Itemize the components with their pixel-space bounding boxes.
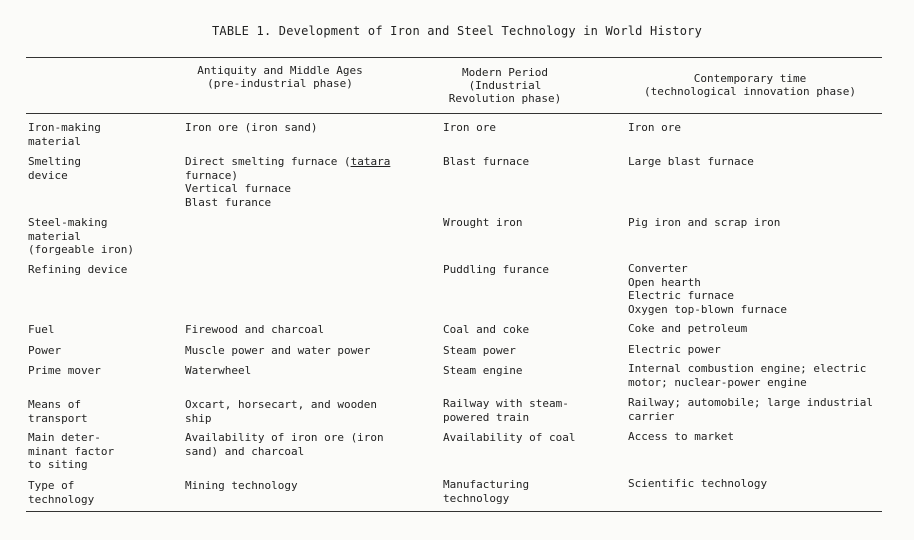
cell-modern-siting: Availability of coal xyxy=(443,431,576,444)
cell-contemporary-prime-mover: Internal combustion engine; electric motor; nuclear-power engine xyxy=(628,362,867,389)
row-label-iron-making-material: Iron-making material xyxy=(28,121,101,148)
cell-antiquity-power: Muscle power and water power xyxy=(185,344,371,357)
cell-contemporary-iron-making: Iron ore xyxy=(628,121,681,134)
cell-contemporary-technology: Scientific technology xyxy=(628,477,768,490)
cell-modern-iron-making: Iron ore xyxy=(443,121,496,134)
row-label-power: Power xyxy=(28,344,62,357)
row-label-fuel: Fuel xyxy=(28,323,55,336)
row-label-type-of-technology: Type of technology xyxy=(28,479,95,506)
cell-contemporary-siting: Access to market xyxy=(628,430,734,443)
top-rule xyxy=(26,57,882,58)
cell-antiquity-siting: Availability of iron ore (iron sand) and charcoal xyxy=(185,431,384,458)
smelting-text-rest: furnace) Vertical furnace Blast furance xyxy=(185,168,291,209)
row-label-siting-factor: Main deter- minant factor to siting xyxy=(28,431,115,471)
smelting-text-start: Direct smelting furnace ( xyxy=(185,155,351,168)
cell-contemporary-power: Electric power xyxy=(628,343,721,356)
cell-modern-smelting: Blast furnace xyxy=(443,155,530,168)
cell-contemporary-smelting: Large blast furnace xyxy=(628,155,754,168)
cell-antiquity-prime-mover: Waterwheel xyxy=(185,364,252,377)
cell-contemporary-transport: Railway; automobile; large industrial carrier xyxy=(628,396,874,423)
row-label-smelting-device: Smelting device xyxy=(28,155,81,182)
header-rule xyxy=(26,113,882,114)
cell-contemporary-fuel: Coke and petroleum xyxy=(628,322,748,335)
cell-modern-power: Steam power xyxy=(443,344,516,357)
cell-modern-fuel: Coal and coke xyxy=(443,323,530,336)
bottom-rule xyxy=(26,511,882,512)
cell-antiquity-technology: Mining technology xyxy=(185,479,298,492)
cell-modern-technology: Manufacturing technology xyxy=(443,478,530,505)
header-antiquity: Antiquity and Middle Ages (pre-industrial phase) xyxy=(197,64,363,90)
cell-modern-transport: Railway with steam- powered train xyxy=(443,397,569,424)
row-label-refining-device: Refining device xyxy=(28,263,128,276)
cell-antiquity-smelting xyxy=(185,155,435,209)
cell-antiquity-iron-making: Iron ore (iron sand) xyxy=(185,121,318,134)
cell-modern-prime-mover: Steam engine xyxy=(443,364,523,377)
table-title: TABLE 1. Development of Iron and Steel Technology in World History xyxy=(211,24,703,38)
cell-antiquity-fuel: Firewood and charcoal xyxy=(185,323,325,336)
header-modern: Modern Period (Industrial Revolution phase) xyxy=(448,66,562,105)
row-label-means-of-transport: Means of transport xyxy=(28,398,88,425)
header-contemporary: Contemporary time (technological innovation phase) xyxy=(644,72,856,98)
cell-contemporary-steel-making: Pig iron and scrap iron xyxy=(628,216,781,229)
cell-contemporary-refining: Converter Open hearth Electric furnace Oxygen top-blown furnace xyxy=(628,262,787,316)
row-label-prime-mover: Prime mover xyxy=(28,364,101,377)
tatara-underlined: tatara xyxy=(350,155,391,168)
row-label-steel-making-material: Steel-making material (forgeable iron) xyxy=(28,216,134,256)
cell-antiquity-transport: Oxcart, horsecart, and wooden ship xyxy=(185,398,378,425)
cell-modern-refining: Puddling furance xyxy=(443,263,549,276)
cell-modern-steel-making: Wrought iron xyxy=(443,216,523,229)
